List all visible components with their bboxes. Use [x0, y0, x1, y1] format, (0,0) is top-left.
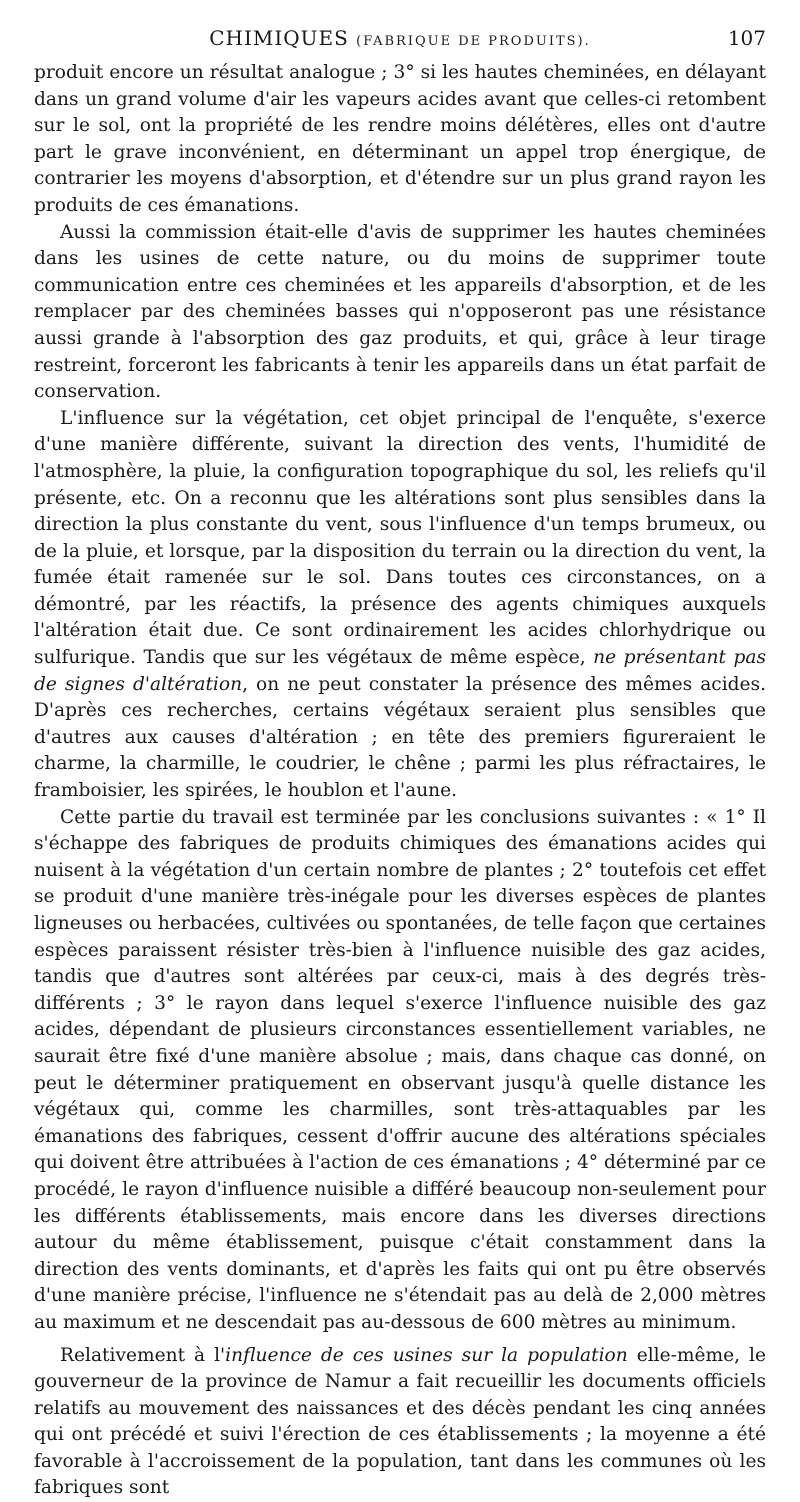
paragraph-3-text-b: , on ne peut constater la présence des mêmes acides. D'après ces recherches, certains végétaux seraient plus sensibles que d'autres aux causes d'altération ; en tête des premiers figureraient le charme, la charmille, le coudrier, le chêne ; parmi les plus réfractaires, le framboisier, les spirées, le houblon et l'aune.: [34, 674, 766, 801]
paragraph-5-text-a: Relativement à l': [60, 1345, 225, 1366]
body-text: [34, 60, 766, 1502]
paragraph-5: [34, 1343, 766, 1502]
paragraph-3-italic: ne présentant pas de signes d'altération: [34, 647, 766, 695]
running-title-sub: (FABRIQUE DE PRODUITS).: [356, 34, 591, 49]
paragraph-5-text-b: elle-même, le gouverneur de la province de Namur a fait recueillir les documents officiels relatifs au mouvement des naissances et des décès pendant les cinq années qui ont précédé et suivi l'érection de ces établissements ; la moyenne a été favorable à l'accroissement de la population, tant dans les communes où les fabriques sont: [34, 1345, 766, 1499]
running-header: [34, 26, 766, 60]
page-number: 107: [728, 26, 766, 50]
paragraph-3: [34, 406, 766, 805]
running-title: [34, 26, 766, 50]
paragraph-4: Cette partie du travail est terminée par les conclusions suivantes : « 1° Il s'échappe des fabriques de produits chimiques des émanations acides qui nuisent à la végétation d'un certain nombre de plantes ; 2° toutefois cet effet se produit d'une manière très-inégale pour les diverses espèces de plantes ligneuses ou herbacées, cultivées ou spontanées, de telle façon que certaines espèces paraissent résister très-bien à l'influence nuisible des gaz acides, tandis que d'autres sont altérées par ceux-ci, mais à des degrés très-différents ; 3° le rayon dans lequel s'exerce l'influence nuisible des gaz acides, dépendant de plusieurs circonstances essentiellement variables, ne saurait être fixé d'une manière absolue ; mais, dans chaque cas donné, on peut le déterminer pratiquement en observant jusqu'à quelle distance les végétaux qui, comme les charmilles, sont très-attaquables par les émanations des fabriques, cessent d'offrir aucune des altérations spéciales qui doivent être attribuées à l'action de ces émanations ; 4° déterminé par ce procédé, le rayon d'influence nuisible a différé beaucoup non-seulement pour les différents établissements, mais encore dans les diverses directions autour du même établissement, puisque c'était constamment dans la direction des vents dominants, et d'après les faits qui ont pu être observés d'une manière précise, l'influence ne s'étendait pas au delà de 2,000 mètres au maximum et ne descendait pas au-dessous de 600 mètres au minimum.: [34, 805, 766, 1337]
paragraph-5-italic: influence de ces usines sur la population: [225, 1345, 628, 1366]
running-title-main: CHIMIQUES: [209, 26, 349, 50]
paragraph-1: produit encore un résultat analogue ; 3° si les hautes cheminées, en délayant dans un grand volume d'air les vapeurs acides avant que celles-ci retombent sur le sol, ont la propriété de les rendre moins délétères, elles ont d'autre part le grave inconvénient, en déterminant un appel trop énergique, de contrarier les moyens d'absorption, et d'étendre sur un plus grand rayon les produits de ces émanations.: [34, 60, 766, 220]
paragraph-3-text-a: L'influence sur la végétation, cet objet principal de l'enquête, s'exerce d'une manière différente, suivant la direction des vents, l'humidité de l'atmosphère, la pluie, la configuration topographique du sol, les reliefs qu'il présente, etc. On a reconnu que les altérations sont plus sensibles dans la direction la plus constante du vent, sous l'influence d'un temps brumeux, ou de la pluie, et lorsque, par la disposition du terrain ou la direction du vent, la fumée était ramenée sur le sol. Dans toutes ces circonstances, on a démontré, par les réactifs, la présence des agents chimiques auxquels l'altération était due. Ce sont ordinairement les acides chlorhydrique ou sulfurique. Tandis que sur les végétaux de même espèce,: [34, 408, 766, 668]
paragraph-2: Aussi la commission était-elle d'avis de supprimer les hautes cheminées dans les usines de cette nature, ou du moins de supprimer toute communication entre ces cheminées et les appareils d'absorption, et de les remplacer par des cheminées basses qui n'opposeront pas une résistance aussi grande à l'absorption des gaz produits, et qui, grâce à leur tirage restreint, forceront les fabricants à tenir les appareils dans un état parfait de conservation.: [34, 220, 766, 406]
